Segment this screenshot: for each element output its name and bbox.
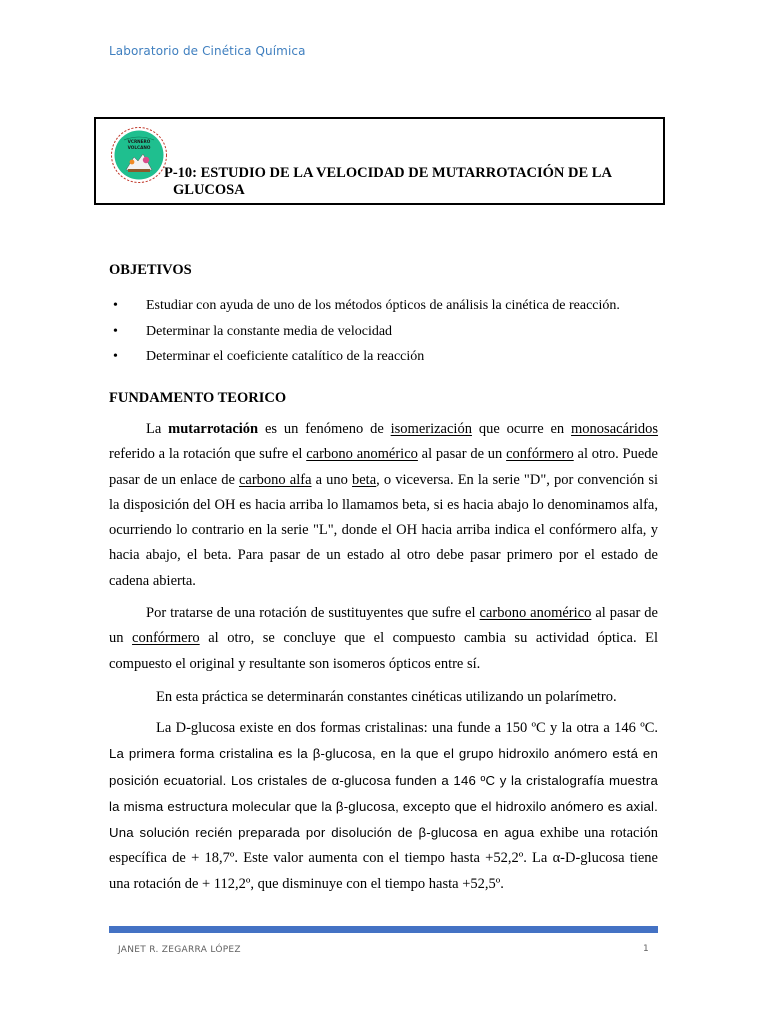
running-header: Laboratorio de Cinética Química [109,44,306,58]
link-conformero[interactable]: confórmero [506,446,574,463]
paragraph-rotacion: Por tratarse de una rotación de sustituyentes que sufre el carbono anomérico al pasar de un confórmero al otro, se concluye que el compuesto cambia su actividad óptica. El compuesto el original y resultante son isomeros ópticos entre sí. [109,605,658,672]
title-line-2: GLUCOSA [173,182,245,198]
paragraph-mutarrotacion: La mutarrotación es un fenómeno de isomerización que ocurre en monosacáridos referido a la rotación que sufre el carbono anomérico al pasar de un confórmero al otro. Puede pasar de un enlace de carbono alfa a uno beta, o viceversa. En la serie "D", por convención si la disposición del OH es hacia arriba lo llamamos beta, si es hacia abajo lo denominamos alfa, ocurriendo lo contrario en la serie "L", donde el OH hacia arriba indica el confórmero alfa, y hacia abajo, el beta. Para pasar de un estado al otro debe pasar primero por el estado de cadena abierta. [109,421,659,589]
bullet-icon: • [113,298,118,313]
list-item: • Determinar la constante media de velocidad [113,323,393,339]
footer-author: JANET R. ZEGARRA LÓPEZ [118,945,241,955]
objetivos-list [109,298,669,375]
footer-divider [109,926,658,933]
link-conformero[interactable]: confórmero [132,630,200,647]
list-item: • Determinar el coeficiente catalítico de la reacción [113,349,425,364]
link-carbono-anomerico[interactable]: carbono anomérico [479,605,592,621]
institution-logo-icon [110,126,168,184]
svg-text:VCRNERO: VCRNERO [127,139,151,144]
link-carbono-alfa[interactable]: carbono alfa [238,471,312,488]
page-number: 1 [643,944,649,954]
svg-text:VOLCANO: VOLCANO [127,145,151,150]
title-box [94,117,665,205]
paragraph-d-glucosa: La D-glucosa existe en dos formas cristalinas: una funde a 150 ºC y la otra a 146 ºC. La primera forma cristalina es la β-glucosa, en la que el grupo hidroxilo anómero está en posición ecuatorial. Los cristales de α-glucosa funden a 146 ºC y la cristalografía muestra la misma estructura molecular que la β-glucosa, excepto que el hidroxilo anómero es axial. Una solución recién preparada por disolución de β-glucosa en agua exhibe una rotación específica de + 18,7º. Este valor aumenta con el tiempo hasta +52,2º. La α-D-glucosa tiene una rotación de + 112,2º, que disminuye con el tiempo hasta +52,5º. [109,720,658,892]
term-mutarrotacion: mutarrotación [168,421,259,437]
bullet-icon: • [113,323,118,339]
objetivos-heading: OBJETIVOS [109,262,192,278]
list-item: • Estudiar con ayuda de uno de los métodos ópticos de análisis la cinética de reacción. [113,298,620,313]
fundamento-heading: FUNDAMENTO TEORICO [109,390,287,406]
bullet-icon: • [113,349,118,364]
title-line-1: P-10: ESTUDIO DE LA VELOCIDAD DE MUTARROTACIÓN DE LA [164,165,612,181]
link-beta[interactable]: beta [352,471,377,488]
link-carbono-anomerico[interactable]: carbono anomérico [306,446,418,463]
paragraph-polarimetro: En esta práctica se determinarán constantes cinéticas utilizando un polarímetro. [156,689,617,705]
link-monosacaridos[interactable]: monosacáridos [571,421,659,437]
link-isomerizacion[interactable]: isomerización [390,421,472,437]
document-title [164,165,664,199]
